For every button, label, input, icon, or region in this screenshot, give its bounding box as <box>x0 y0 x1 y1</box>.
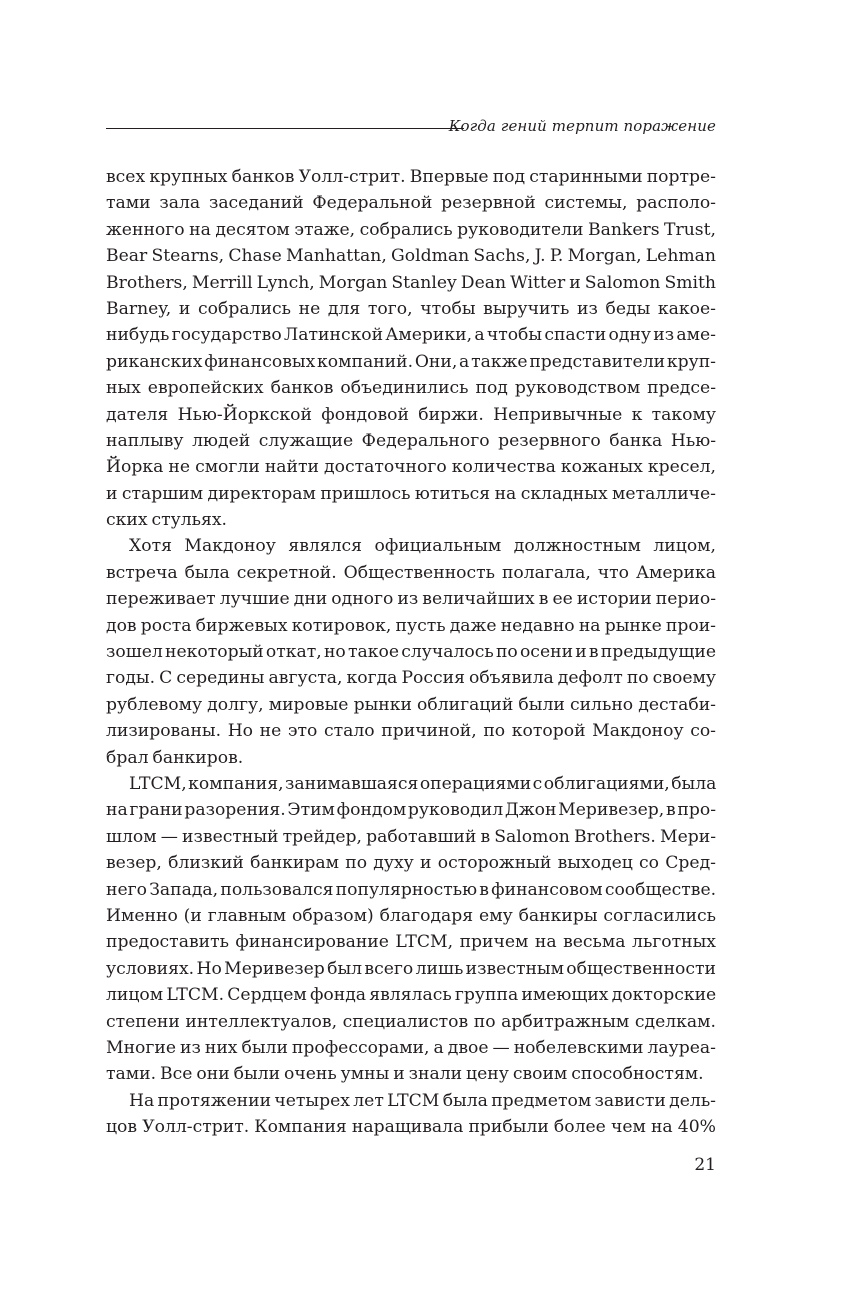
running-header <box>106 116 716 140</box>
text-line: переживает лучшие дни одного из величайших в ее истории перио- <box>106 589 716 610</box>
text-line: брал банкиров. <box>106 747 244 768</box>
text-line: ных европейских банков объединились под руководством предсе- <box>106 378 716 399</box>
text-line: на грани разорения. Этим фондом руководил Джон Меривезер, в про- <box>106 800 716 821</box>
text-line: На протяжении четырех лет LTCM была предметом зависти дель- <box>129 1090 716 1111</box>
text-line: Brothers, Merrill Lynch, Morgan Stanley Dean Witter и Salomon Smith <box>106 272 716 293</box>
text-line: шлом — известный трейдер, работавший в Salomon Brothers. Мери- <box>106 826 716 847</box>
text-line: лицом LTCM. Сердцем фонда являлась группа имеющих докторские <box>106 985 717 1006</box>
text-line: Barney, и собрались не для того, чтобы выручить из беды какое- <box>106 298 716 319</box>
text-line: Йорка не смогли найти достаточного количества кожаных кресел, <box>106 457 716 478</box>
text-line: Именно (и главным образом) благодаря ему банкиры согласились <box>106 905 716 926</box>
text-line: встреча была секретной. Общественность полагала, что Америка <box>106 562 716 583</box>
text-line: лизированы. Но не это стало причиной, по которой Макдоноу со- <box>106 721 716 742</box>
text-line: него Запада, пользовался популярностью в финансовом сообществе. <box>106 879 717 900</box>
text-line: тами зала заседаний Федеральной резервной системы, располо- <box>106 193 716 214</box>
text-line: ских стульях. <box>106 510 228 531</box>
body-text <box>106 164 716 1140</box>
text-line: годы. С середины августа, когда Россия объявила дефолт по своему <box>106 668 716 689</box>
text-line: всех крупных банков Уолл-стрит. Впервые под старинными портре- <box>106 167 716 187</box>
text-line: степени интеллектуалов, специалистов по арбитражным сделкам. <box>106 1011 716 1032</box>
text-line: наплыву людей служащие Федерального резервного банка Нью- <box>106 430 716 451</box>
text-line: условиях. Но Меривезер был всего лишь известным общественности <box>106 958 716 979</box>
text-line: Bear Stearns, Chase Manhattan, Goldman Sachs, J. P. Morgan, Lehman <box>106 246 716 267</box>
text-line: предоставить финансирование LTCM, причем на весьма льготных <box>106 932 716 953</box>
text-line: дов роста биржевых котировок, пусть даже недавно на рынке прои- <box>106 615 716 636</box>
paragraph <box>106 1088 716 1141</box>
paragraph <box>106 164 716 533</box>
text-line: рублевому долгу, мировые рынки облигаций были сильно дестаби- <box>106 694 716 715</box>
text-line: цов Уолл-стрит. Компания наращивала прибыли более чем на 40% <box>106 1117 716 1138</box>
paragraph <box>106 771 716 1088</box>
paragraph <box>106 533 716 771</box>
text-line: нибудь государство Латинской Америки, а чтобы спасти одну из аме- <box>106 325 716 346</box>
header-rule <box>106 128 464 129</box>
text-line: риканских финансовых компаний. Они, а также представители круп- <box>106 351 716 372</box>
page-number: 21 <box>694 1155 716 1175</box>
running-title: Когда гений терпит поражение <box>448 117 716 135</box>
text-line: Многие из них были профессорами, а двое — нобелевскими лауреа- <box>106 1037 716 1058</box>
text-line: женного на десятом этаже, собрались руководители Bankers Trust, <box>106 219 716 240</box>
text-line: LTCM, компания, занимавшаяся операциями с облигациями, была <box>129 773 717 794</box>
text-line: зошел некоторый откат, но такое случалось по осени и в предыдущие <box>106 642 716 663</box>
text-line: тами. Все они были очень умны и знали цену своим способностям. <box>106 1064 704 1085</box>
text-line: дателя Нью-Йоркской фондовой биржи. Непривычные к такому <box>106 404 716 425</box>
text-line: везер, близкий банкирам по духу и осторожный выходец со Сред- <box>106 853 716 874</box>
text-line: и старшим директорам пришлось ютиться на складных металличе- <box>106 483 716 504</box>
text-line: Хотя Макдоноу являлся официальным должностным лицом, <box>129 536 716 557</box>
